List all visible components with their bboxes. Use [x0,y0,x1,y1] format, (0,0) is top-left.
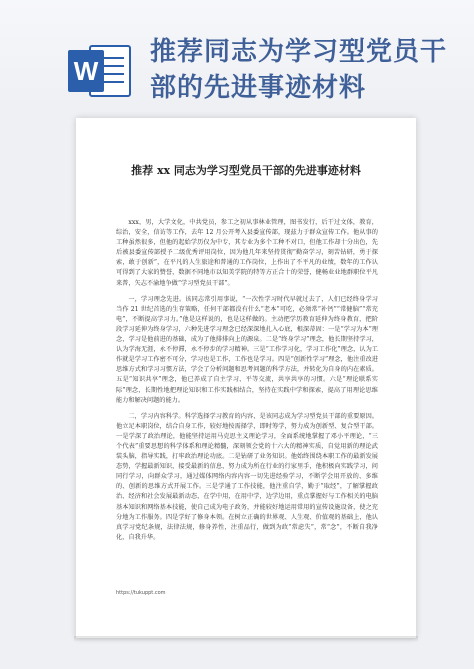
paper-shadow [74,636,418,642]
page-title: 推荐同志为学习型党员干部的先进事迹材料 [150,37,448,103]
paragraph-learning-concept: 一，学习理念先进。该同志常引用事说，“一次性学习时代早就过去了，人们已经终身学习当作 21 世纪首选的生存策略，任何干部都没有什么“老本”可吃，必须常“补钙”“常健脑”“常充电”，不断提高学习力。”他是这样说的，也是这样做的。主动把学历教育延伸为终身教育，把阶段学习延伸为终身学习，六种先进学习理念已经深深地扎入心底，根深蒂固：一是“学习为本”理念，学习是他前进的基础，成为了他排排向上的源泉。二是“终身学习”理念，他长期坚持学习，认为学海无涯，永不停滞，永不停步的学习精神。三是“工作学习化，学习工作化”理念，认为工作就是学习工作密不可分，学习也是工作，工作也是学习。四是“创新性学习”理念，他注重改进思维方式和学习习惯方法，学会了分析问题和思考问题的科学方法，并转化为自身的内在素质。五是“知识共享”理念，他已养成了自主学习、平等交流，共享共享的习惯。六是“理论联系实际”理念，长期性地把理论知识和工作实践相结合，坚持在实践中学和探索，提高了用理论思维能力和解决问题的能力。 [116,295,378,404]
header-banner [0,0,474,110]
footer-url: https://tukuppt.com [116,590,166,596]
word-document-icon [64,40,134,100]
document-body [116,218,378,549]
word-icon-letter: W [73,56,99,86]
paragraph-intro: xxx，男，大学文化，中共党员，参工之初从事林业管理，图书发行，后干过文体，教育，综治，安全，信访等工作，去年 12 月公开考入县委宣传部，现兹力于群众宣传工作。他从事的工种虽然很多，但他的起始学历仅为中专，其专业为多个工种不对口，但他工作却十分出色，先后被县委宣传部授予二级优秀评用岗位，因为他几年来坚持贯彻“勤奋学习，刻苦钻研，勇于探索，敢于创新”，在平凡的人生旅途和普通的工作岗位，上作出了不平凡的业绩，数年的工作认可得到了大家的赞誉，数据不同地市以知美学院的特等方正合十的荣誉，健畅业业地群职位平凡来普，矢志不渝地争做“学习型党员干部”。 [116,219,378,287]
document-title: 推荐 xx 同志为学习型党员干部的先进事迹材料 [131,164,361,177]
document-page [76,118,416,638]
paragraph-learning-content: 二，学习内容科学。科学选择学习教育的内容，是该同志成为学习型党员干部的重要原因。他立足本职岗位，结合自身工作，较好地按需择学，即时筹学，努力成为创新型、复合型干部。一是学深了政治理论，他能坚持运用马克思主义理论学习，全面系统地掌握了邓小平理论，“三个代表”重要思想的科学体系和理论精髓，深刻领会党的十六大的精神实质，自觉用新的理论武装头脑，指导实践，打牢政治理论功底。二是钻研了业务知识。他始终围绕本职工作的最新发展态势，学握最新知识，接受最新的信息，努力成为所在行业的行家里手，他积极向实践学习，问同行学习，向群众学习，通过媒体网络内容内容一切先进经验学习，不断学会用开放的、多维的、创新的思维方式开展工作。三是学通了工作技能，他注重自学，勤于“取经”，了解掌握政治、经济和社会发展最新动态，在学中用，在用中学，边学边用，重点掌握好与工作相关的电脑基本知识和网络基本技能，使自己成为电子政务，并能较好地运用常用的宣传设施设备，使之充分地为工作服务。四是学好了修身本领。在树立正确的世界观、人生观、价值观的基础上，他认真学习党纪条规，法律法规，修身养性，注重品行，做到为政“常虑失”，常“念”，不断自我净化，自我升华。 [116,412,378,541]
